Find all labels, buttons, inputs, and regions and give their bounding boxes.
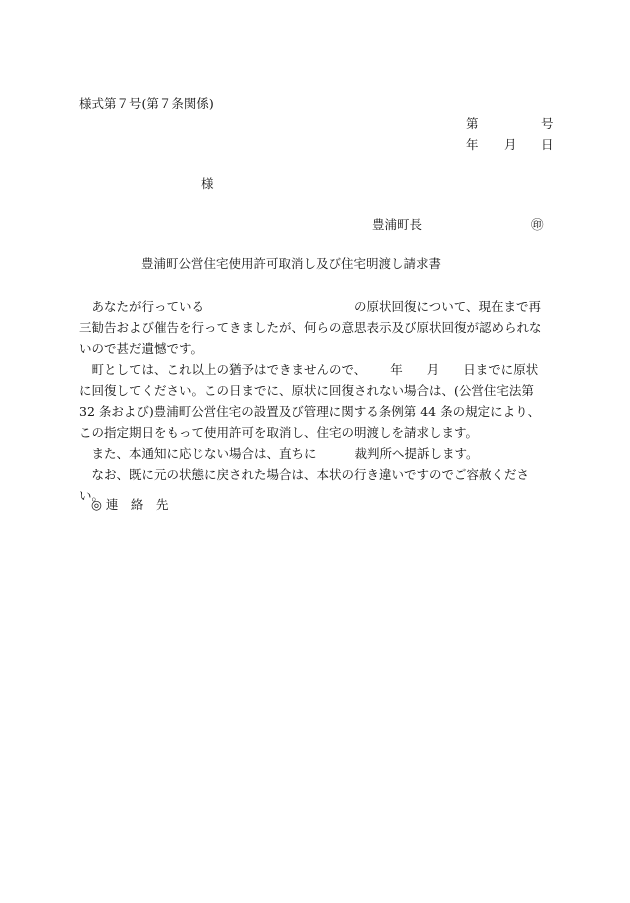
form-number: 様式第７号(第７条関係) xyxy=(79,96,214,111)
issuer-name: 豊浦町長 xyxy=(372,217,423,232)
paragraph-lawsuit-start: また、本通知に応じない場合は、直ちに xyxy=(91,446,317,461)
doc-number-prefix: 第 xyxy=(466,116,479,131)
date-day: 日 xyxy=(541,137,554,152)
paragraph-deadline-rest: 日までに原状に回復してください。この日までに、原状に回復されない場合は、(公営住宅法第 32 条および)豊浦町公営住宅の設置及び管理に関する条例第 44 条の規定により、この指定期日をもって使用許可を取消し、住宅の明渡しを請求します。 xyxy=(79,362,541,440)
document-title: 豊浦町公営住宅使用許可取消し及び住宅明渡し請求書 xyxy=(141,256,442,271)
paragraph-restoration-end: の原状回復について、現在まで再三勧告および催告を行ってきましたが、何らの意思表示及び原状回復が認められないので甚だ遺憾です。 xyxy=(79,299,542,356)
doc-number-suffix: 号 xyxy=(541,116,554,131)
deadline-month-label: 月 xyxy=(426,362,440,377)
seal-mark: ㊞ xyxy=(531,217,544,232)
paragraph-lawsuit-end: 裁判所へ提訴します。 xyxy=(354,446,479,461)
paragraph-deadline-start: 町としては、これ以上の猶予はできませんので、 xyxy=(91,362,367,377)
paragraph-deadline xyxy=(79,359,549,443)
date-month: 月 xyxy=(504,137,517,152)
paragraph-apology: なお、既に元の状態に戻された場合は、本状の行き違いですのでご容赦ください。 xyxy=(79,467,530,503)
paragraph-lawsuit xyxy=(79,443,549,464)
paragraph-restoration-start: あなたが行っている xyxy=(91,299,205,314)
contact-label: ◎ 連 絡 先 xyxy=(91,497,169,512)
document-body xyxy=(79,296,549,506)
deadline-year-label: 年 xyxy=(390,362,403,377)
date-year: 年 xyxy=(466,137,479,152)
addressee-suffix: 様 xyxy=(201,176,214,191)
paragraph-restoration xyxy=(79,296,549,359)
